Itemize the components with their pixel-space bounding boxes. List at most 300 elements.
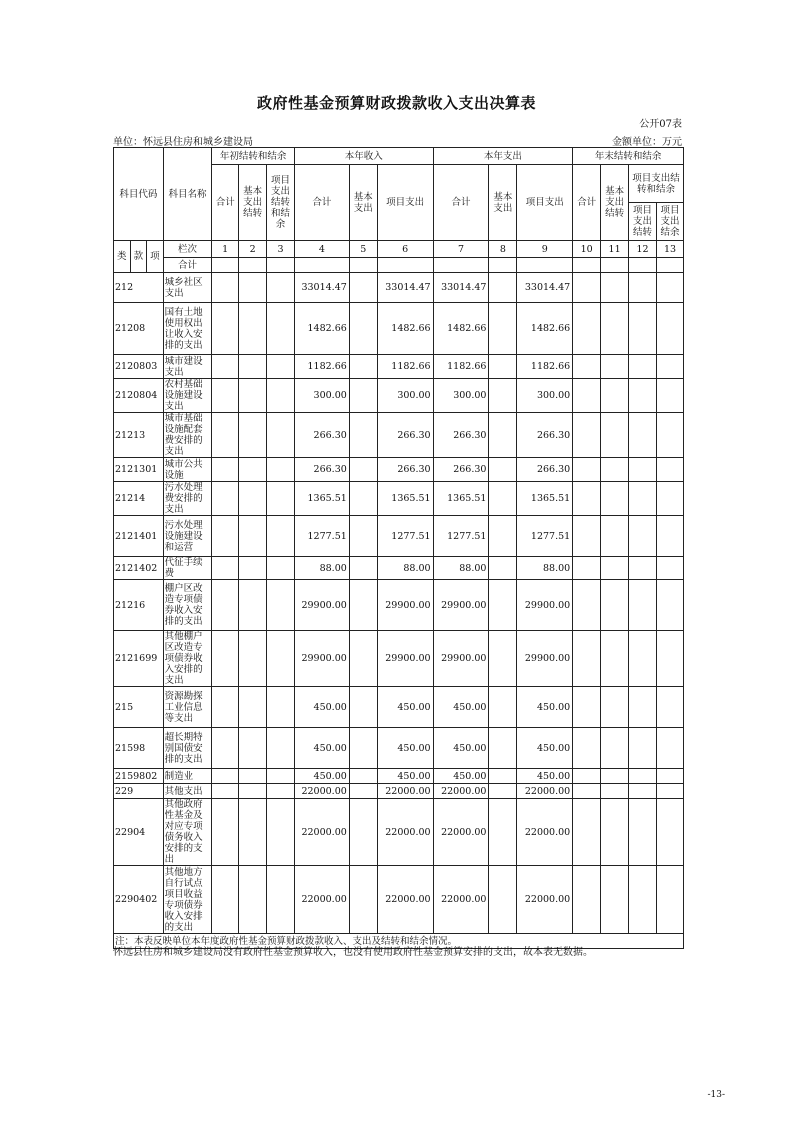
col-num-13: 13	[656, 241, 683, 258]
cell-col-4: 450.00	[294, 687, 349, 728]
subject-code: 212	[114, 273, 164, 303]
table-row	[114, 799, 684, 866]
cell-col-2	[239, 413, 267, 458]
cell-col-11	[601, 580, 629, 631]
cell-col-13	[656, 458, 683, 482]
cell-col-2	[239, 273, 267, 303]
col-num-3: 3	[267, 241, 295, 258]
cell-col-3	[267, 273, 295, 303]
header-begin-project: 项目支出结转和结余	[267, 165, 295, 241]
header-expense-group: 本年支出	[433, 148, 573, 165]
cell-col-7: 88.00	[433, 557, 489, 580]
cell-col-5	[349, 482, 377, 516]
cell-col-7: 266.30	[433, 458, 489, 482]
header-expense-total: 合计	[433, 165, 489, 241]
cell-col-8	[489, 516, 517, 557]
cell-col-1	[212, 631, 239, 687]
cell-col-9: 1182.66	[517, 355, 573, 379]
cell-col-3	[267, 379, 295, 413]
subject-name: 其他棚户区改造专项债券收入安排的支出	[163, 631, 212, 687]
cell-col-2	[239, 482, 267, 516]
cell-col-13	[656, 482, 683, 516]
col-num-8: 8	[489, 241, 517, 258]
cell-col-13	[656, 784, 683, 799]
cell-col-13	[656, 557, 683, 580]
subject-code: 2120803	[114, 355, 164, 379]
cell-col-2	[239, 799, 267, 866]
cell-col-2	[239, 303, 267, 355]
cell-col-10	[573, 379, 601, 413]
cell-col-7: 450.00	[433, 769, 489, 784]
cell-col-11	[601, 784, 629, 799]
cell-col-7: 22000.00	[433, 799, 489, 866]
cell-col-6: 450.00	[377, 728, 433, 769]
cell-col-11	[601, 687, 629, 728]
table-body	[114, 273, 684, 934]
cell-col-5	[349, 687, 377, 728]
cell-col-2	[239, 355, 267, 379]
cell-col-3	[267, 799, 295, 866]
cell-col-8	[489, 580, 517, 631]
cell-col-6: 1277.51	[377, 516, 433, 557]
cell-col-12	[629, 769, 657, 784]
cell-col-2	[239, 458, 267, 482]
subject-name: 制造业	[163, 769, 212, 784]
cell-col-5	[349, 866, 377, 934]
table-row	[114, 273, 684, 303]
cell-col-3	[267, 458, 295, 482]
cell-col-5	[349, 557, 377, 580]
cell-col-12	[629, 303, 657, 355]
cell-col-3	[267, 866, 295, 934]
table-row	[114, 303, 684, 355]
subject-name: 资源勘探工业信息等支出	[163, 687, 212, 728]
cell-col-4: 1365.51	[294, 482, 349, 516]
header-expense-project: 项目支出	[517, 165, 573, 241]
header-begin-group: 年初结转和结余	[212, 148, 295, 165]
col-num-7: 7	[433, 241, 489, 258]
subject-code: 21208	[114, 303, 164, 355]
cell-col-5	[349, 728, 377, 769]
cell-col-8	[489, 273, 517, 303]
cell-col-10	[573, 482, 601, 516]
header-begin-basic: 基本支出结转	[239, 165, 267, 241]
cell-col-5	[349, 784, 377, 799]
cell-col-8	[489, 458, 517, 482]
table-row	[114, 516, 684, 557]
cell-col-2	[239, 687, 267, 728]
subject-code: 22904	[114, 799, 164, 866]
cell-col-7: 450.00	[433, 687, 489, 728]
cell-col-3	[267, 769, 295, 784]
table-row	[114, 728, 684, 769]
col-num-12: 12	[629, 241, 657, 258]
cell-col-9: 1365.51	[517, 482, 573, 516]
cell-col-13	[656, 516, 683, 557]
col-num-10: 10	[573, 241, 601, 258]
cell-col-12	[629, 631, 657, 687]
form-number: 公开07表	[639, 119, 682, 130]
cell-col-6: 266.30	[377, 458, 433, 482]
cell-col-8	[489, 482, 517, 516]
cell-col-10	[573, 866, 601, 934]
cell-col-10	[573, 355, 601, 379]
cell-col-6: 29900.00	[377, 631, 433, 687]
subject-name: 其他支出	[163, 784, 212, 799]
header-income-total: 合计	[294, 165, 349, 241]
cell-col-11	[601, 458, 629, 482]
cell-col-12	[629, 866, 657, 934]
cell-col-10	[573, 557, 601, 580]
table-row	[114, 379, 684, 413]
cell-col-8	[489, 784, 517, 799]
cell-col-4: 266.30	[294, 458, 349, 482]
cell-col-13	[656, 303, 683, 355]
table-row	[114, 631, 684, 687]
cell-col-2	[239, 557, 267, 580]
cell-col-3	[267, 413, 295, 458]
cell-col-8	[489, 728, 517, 769]
cell-col-3	[267, 482, 295, 516]
header-income-project: 项目支出	[377, 165, 433, 241]
cell-col-11	[601, 557, 629, 580]
header-lei: 类	[114, 241, 131, 273]
cell-col-2	[239, 769, 267, 784]
table-row	[114, 687, 684, 728]
subject-name: 城市建设支出	[163, 355, 212, 379]
cell-col-5	[349, 516, 377, 557]
cell-col-7: 1277.51	[433, 516, 489, 557]
cell-col-7: 1182.66	[433, 355, 489, 379]
cell-col-9: 22000.00	[517, 799, 573, 866]
cell-col-3	[267, 631, 295, 687]
cell-col-7: 450.00	[433, 728, 489, 769]
cell-col-12	[629, 413, 657, 458]
cell-col-1	[212, 580, 239, 631]
cell-col-6: 33014.47	[377, 273, 433, 303]
cell-col-7: 266.30	[433, 413, 489, 458]
cell-col-9: 33014.47	[517, 273, 573, 303]
cell-col-2	[239, 580, 267, 631]
cell-col-2	[239, 631, 267, 687]
cell-col-1	[212, 866, 239, 934]
cell-col-11	[601, 631, 629, 687]
cell-col-4: 300.00	[294, 379, 349, 413]
cell-col-2	[239, 516, 267, 557]
cell-col-6: 1182.66	[377, 355, 433, 379]
col-num-6: 6	[377, 241, 433, 258]
header-xiang: 项	[147, 241, 164, 273]
cell-col-11	[601, 516, 629, 557]
cell-col-12	[629, 458, 657, 482]
cell-col-8	[489, 413, 517, 458]
cell-col-9: 300.00	[517, 379, 573, 413]
cell-col-1	[212, 379, 239, 413]
cell-col-2	[239, 379, 267, 413]
subject-code: 2121402	[114, 557, 164, 580]
cell-col-8	[489, 687, 517, 728]
cell-col-11	[601, 769, 629, 784]
cell-col-11	[601, 866, 629, 934]
subject-name: 污水处理费安排的支出	[163, 482, 212, 516]
subject-code: 2120804	[114, 379, 164, 413]
cell-col-9: 1482.66	[517, 303, 573, 355]
cell-col-11	[601, 413, 629, 458]
header-income-basic: 基本支出	[349, 165, 377, 241]
subject-code: 21214	[114, 482, 164, 516]
cell-col-3	[267, 580, 295, 631]
cell-col-10	[573, 458, 601, 482]
cell-col-7: 29900.00	[433, 631, 489, 687]
cell-col-6: 266.30	[377, 413, 433, 458]
cell-col-3	[267, 516, 295, 557]
cell-col-9: 266.30	[517, 458, 573, 482]
cell-col-12	[629, 557, 657, 580]
cell-col-7: 1365.51	[433, 482, 489, 516]
cell-col-9: 22000.00	[517, 784, 573, 799]
cell-col-6: 22000.00	[377, 866, 433, 934]
cell-col-12	[629, 379, 657, 413]
cell-col-4: 450.00	[294, 728, 349, 769]
subject-code: 229	[114, 784, 164, 799]
cell-col-3	[267, 728, 295, 769]
cell-col-4: 88.00	[294, 557, 349, 580]
subject-name: 国有土地使用权出让收入安排的支出	[163, 303, 212, 355]
header-name: 科目名称	[163, 148, 212, 241]
table-row	[114, 557, 684, 580]
cell-col-6: 88.00	[377, 557, 433, 580]
cell-col-3	[267, 784, 295, 799]
cell-col-12	[629, 273, 657, 303]
cell-col-8	[489, 379, 517, 413]
subject-name: 城乡社区支出	[163, 273, 212, 303]
subject-name: 城市公共设施	[163, 458, 212, 482]
cell-col-7: 1482.66	[433, 303, 489, 355]
cell-col-5	[349, 631, 377, 687]
cell-col-8	[489, 631, 517, 687]
cell-col-4: 29900.00	[294, 631, 349, 687]
cell-col-10	[573, 784, 601, 799]
cell-col-4: 22000.00	[294, 784, 349, 799]
cell-col-4: 1277.51	[294, 516, 349, 557]
col-num-5: 5	[349, 241, 377, 258]
table-row	[114, 413, 684, 458]
cell-col-8	[489, 866, 517, 934]
subject-name: 其他地方自行试点项目收益专项债券收入安排的支出	[163, 866, 212, 934]
cell-col-9: 450.00	[517, 728, 573, 769]
cell-col-1	[212, 728, 239, 769]
cell-col-8	[489, 557, 517, 580]
cell-col-12	[629, 355, 657, 379]
cell-col-13	[656, 580, 683, 631]
cell-col-1	[212, 799, 239, 866]
header-kuan: 款	[130, 241, 147, 273]
subject-code: 2121301	[114, 458, 164, 482]
header-end-total: 合计	[573, 165, 601, 241]
cell-col-6: 450.00	[377, 769, 433, 784]
cell-col-8	[489, 769, 517, 784]
cell-col-5	[349, 580, 377, 631]
cell-col-8	[489, 799, 517, 866]
cell-col-10	[573, 769, 601, 784]
subject-name: 城市基础设施配套费安排的支出	[163, 413, 212, 458]
cell-col-1	[212, 687, 239, 728]
amount-unit-label: 金额单位：万元	[612, 137, 682, 148]
subject-code: 2121401	[114, 516, 164, 557]
cell-col-13	[656, 769, 683, 784]
cell-col-12	[629, 482, 657, 516]
cell-col-11	[601, 355, 629, 379]
cell-col-12	[629, 516, 657, 557]
cell-col-4: 29900.00	[294, 580, 349, 631]
cell-col-13	[656, 799, 683, 866]
cell-col-9: 450.00	[517, 769, 573, 784]
report-title: 政府性基金预算财政拨款收入支出决算表	[256, 94, 536, 112]
col-num-2: 2	[239, 241, 267, 258]
cell-col-4: 266.30	[294, 413, 349, 458]
subject-code: 21216	[114, 580, 164, 631]
cell-col-5	[349, 303, 377, 355]
cell-col-5	[349, 273, 377, 303]
subject-name: 污水处理设施建设和运营	[163, 516, 212, 557]
header-code: 科目代码	[114, 148, 164, 241]
cell-col-12	[629, 728, 657, 769]
cell-col-1	[212, 355, 239, 379]
cell-col-11	[601, 728, 629, 769]
cell-col-5	[349, 355, 377, 379]
cell-col-1	[212, 303, 239, 355]
cell-col-10	[573, 631, 601, 687]
cell-col-6: 22000.00	[377, 799, 433, 866]
cell-col-2	[239, 784, 267, 799]
table-row	[114, 458, 684, 482]
col-num-4: 4	[294, 241, 349, 258]
cell-col-12	[629, 580, 657, 631]
cell-col-7: 22000.00	[433, 866, 489, 934]
cell-col-8	[489, 355, 517, 379]
cell-col-9: 1277.51	[517, 516, 573, 557]
cell-col-6: 29900.00	[377, 580, 433, 631]
cell-col-10	[573, 303, 601, 355]
cell-col-1	[212, 516, 239, 557]
cell-col-7: 29900.00	[433, 580, 489, 631]
cell-col-6: 300.00	[377, 379, 433, 413]
subject-name: 棚户区改造专项债券收入安排的支出	[163, 580, 212, 631]
cell-col-10	[573, 580, 601, 631]
cell-col-7: 33014.47	[433, 273, 489, 303]
cell-col-7: 300.00	[433, 379, 489, 413]
table-row	[114, 482, 684, 516]
cell-col-4: 1482.66	[294, 303, 349, 355]
col-num-9: 9	[517, 241, 573, 258]
cell-col-10	[573, 516, 601, 557]
header-end-project-surplus: 项目支出结余	[656, 203, 683, 241]
cell-col-4: 1182.66	[294, 355, 349, 379]
header-income-group: 本年收入	[294, 148, 433, 165]
cell-col-4: 22000.00	[294, 866, 349, 934]
cell-col-13	[656, 866, 683, 934]
cell-col-12	[629, 799, 657, 866]
subject-code: 215	[114, 687, 164, 728]
cell-col-13	[656, 687, 683, 728]
cell-col-5	[349, 769, 377, 784]
header-end-group: 年末结转和结余	[573, 148, 684, 165]
table-row	[114, 784, 684, 799]
table-row	[114, 866, 684, 934]
cell-col-1	[212, 273, 239, 303]
subject-code: 21213	[114, 413, 164, 458]
cell-col-1	[212, 769, 239, 784]
subject-code: 2290402	[114, 866, 164, 934]
cell-col-3	[267, 355, 295, 379]
budget-table	[113, 147, 684, 949]
cell-col-1	[212, 482, 239, 516]
cell-col-2	[239, 728, 267, 769]
cell-col-3	[267, 557, 295, 580]
cell-col-9: 22000.00	[517, 866, 573, 934]
cell-col-2	[239, 866, 267, 934]
footer-note: 怀远县住房和城乡建设局没有政府性基金预算收入，也没有使用政府性基金预算安排的支出，故本表无数据。	[113, 947, 593, 958]
cell-col-4: 450.00	[294, 769, 349, 784]
sum-row-label: 合计	[163, 258, 212, 273]
cell-col-9: 450.00	[517, 687, 573, 728]
cell-col-13	[656, 631, 683, 687]
cell-col-1	[212, 458, 239, 482]
col-num-1: 1	[212, 241, 239, 258]
cell-col-11	[601, 799, 629, 866]
cell-col-11	[601, 273, 629, 303]
cell-col-5	[349, 413, 377, 458]
cell-col-11	[601, 482, 629, 516]
cell-col-5	[349, 458, 377, 482]
cell-col-13	[656, 379, 683, 413]
table-row	[114, 769, 684, 784]
cell-col-1	[212, 413, 239, 458]
subject-name: 其他政府性基金及对应专项债务收入安排的支出	[163, 799, 212, 866]
cell-col-4: 22000.00	[294, 799, 349, 866]
cell-col-5	[349, 799, 377, 866]
cell-col-13	[656, 273, 683, 303]
table-note: 注：本表反映单位本年度政府性基金预算财政拨款收入、支出及结转和结余情况。	[114, 934, 684, 949]
cell-col-5	[349, 379, 377, 413]
cell-col-9: 29900.00	[517, 580, 573, 631]
cell-col-13	[656, 413, 683, 458]
col-num-11: 11	[601, 241, 629, 258]
header-end-basic: 基本支出结转	[601, 165, 629, 241]
cell-col-9: 266.30	[517, 413, 573, 458]
header-expense-basic: 基本支出	[489, 165, 517, 241]
cell-col-9: 88.00	[517, 557, 573, 580]
cell-col-12	[629, 687, 657, 728]
cell-col-10	[573, 728, 601, 769]
cell-col-13	[656, 355, 683, 379]
subject-code: 2121699	[114, 631, 164, 687]
cell-col-6: 1365.51	[377, 482, 433, 516]
cell-col-1	[212, 557, 239, 580]
cell-col-11	[601, 303, 629, 355]
subject-name: 代征手续费	[163, 557, 212, 580]
table-row	[114, 355, 684, 379]
cell-col-11	[601, 379, 629, 413]
cell-col-4: 33014.47	[294, 273, 349, 303]
cell-col-6: 450.00	[377, 687, 433, 728]
cell-col-1	[212, 784, 239, 799]
subject-name: 农村基础设施建设支出	[163, 379, 212, 413]
subject-code: 2159802	[114, 769, 164, 784]
page-number: -13-	[707, 1090, 725, 1100]
header-end-project-carry: 项目支出结转	[629, 203, 657, 241]
subject-code: 21598	[114, 728, 164, 769]
